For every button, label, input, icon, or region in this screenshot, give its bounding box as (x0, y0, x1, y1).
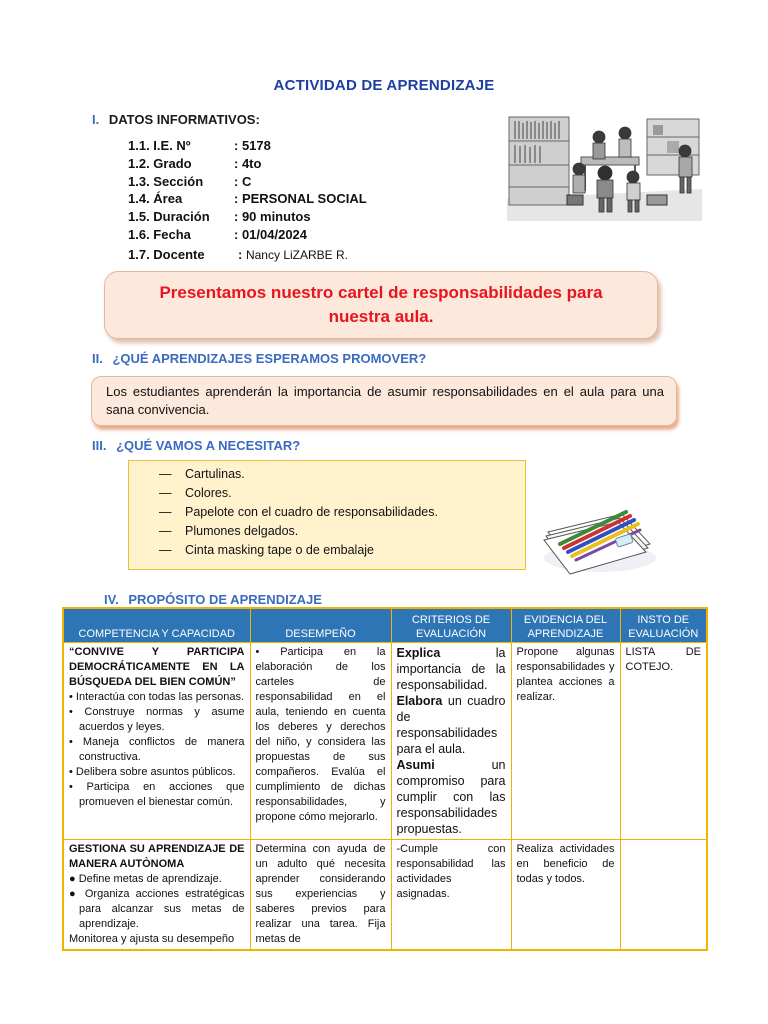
section-2-title: ¿QUÉ APRENDIZAJES ESPERAMOS PROMOVER? (112, 351, 427, 366)
info-row-duracion (128, 209, 311, 224)
info-row-fecha (128, 227, 307, 242)
info-label: 1.1. I.E. Nº (128, 138, 191, 153)
list-item (159, 543, 374, 557)
capacidad-item: • Construye normas y asume acuerdos y leyes. (69, 706, 245, 733)
evidencia-cell: Propone algunas responsabilidades y plantea acciones a realizar. (511, 643, 620, 840)
header-competencia: COMPETENCIA Y CAPACIDAD (63, 608, 250, 643)
table-header-row (63, 608, 707, 643)
section-4-heading (104, 592, 322, 607)
info-label: 1.6. Fecha (128, 227, 191, 242)
session-title: Presentamos nuestro cartel de responsabilidades para nuestra aula. (159, 283, 603, 326)
material-text: Plumones delgados. (185, 524, 299, 538)
section-2-heading (92, 351, 426, 366)
dash-marker: — (159, 524, 172, 538)
header-instrumento: INSTO DE EVALUACIÓN (620, 608, 707, 643)
section-1-title: DATOS INFORMATIVOS: (108, 112, 260, 127)
learning-goal-box (91, 376, 677, 426)
criterio-verb: Elabora (396, 694, 443, 708)
section-4-number: IV. (104, 592, 119, 607)
competencia-title: “CONVIVE Y PARTICIPA DEMOCRÁTICAMENTE EN LA BÚSQUEDA DEL BIEN COMÚN” (69, 646, 245, 688)
section-1-number: I. (92, 112, 100, 127)
table-row (63, 840, 707, 951)
info-value: Nancy LiZARBE R. (245, 248, 348, 262)
info-value: : PERSONAL SOCIAL (234, 191, 367, 206)
criterios-cell (391, 643, 511, 840)
section-2-number: II. (92, 351, 103, 366)
desempeno-cell: • Participa en la elaboración de los carteles de responsabilidad en el aula, teniendo en cuenta los deberes y derechos del niño, y considera las propuestas de sus compañeros. Evalúa el cumplimiento de dichas responsabilidades, y propone cómo mejorarlo. (250, 643, 391, 840)
info-label: 1.5. Duración (128, 209, 210, 224)
list-item (159, 524, 298, 538)
material-text: Colores. (185, 486, 232, 500)
competencia-cell (63, 643, 250, 840)
cell-clip (69, 842, 245, 947)
info-label: 1.2. Grado (128, 156, 192, 171)
section-1-heading (92, 112, 260, 127)
cell-clip: Realiza actividades en beneficio de todas y todos. (516, 843, 615, 885)
info-value: : 5178 (234, 138, 271, 153)
criterio-item (397, 693, 506, 757)
info-value: : 90 minutos (234, 209, 311, 224)
capacidad-item: ● Organiza acciones estratégicas para alcanzar sus metas de aprendizaje. (69, 888, 245, 930)
criterio-text: la importancia de la responsabilidad. (396, 646, 506, 692)
info-label: 1.7. Docente (128, 247, 205, 262)
section-3-heading (92, 438, 300, 453)
header-evidencia: EVIDENCIA DEL APRENDIZAJE (511, 608, 620, 643)
criterio-verb: Explica (396, 646, 441, 660)
criterio-text: un compromiso para cumplir con las responsabilidades propuestas. (396, 758, 506, 836)
criterio-item (397, 645, 506, 693)
cell-clip (626, 842, 702, 947)
section-3-title: ¿QUÉ VAMOS A NECESITAR? (116, 438, 301, 453)
school-supplies-illustration (538, 492, 660, 576)
info-label: 1.4. Área (128, 191, 183, 206)
table-row (63, 643, 707, 840)
instrumento-cell: LISTA DE COTEJO. (620, 643, 707, 840)
competencia-cell (63, 840, 250, 951)
purpose-table (62, 607, 708, 951)
cell-clip: Determina con ayuda de un adulto qué necesita aprender considerando sus experiencias y saberes previos para realizar una tarea. Fija metas de (255, 843, 386, 945)
capacidad-item: • Maneja conflictos de manera constructiva. (69, 736, 245, 763)
info-label: 1.3. Sección (128, 174, 204, 189)
info-row-docente (128, 247, 348, 262)
learning-purpose-table (62, 607, 706, 951)
classroom-illustration (507, 111, 702, 221)
session-title-box (104, 271, 658, 339)
info-value: : 01/04/2024 (234, 227, 308, 242)
info-value: : 4to (234, 156, 262, 171)
dash-marker: — (159, 505, 172, 519)
material-text: Papelote con el cuadro de responsabilidades. (185, 505, 438, 519)
info-row-seccion (128, 174, 251, 189)
materials-list (128, 460, 526, 570)
material-text: Cinta masking tape o de embalaje (185, 543, 375, 557)
instrumento-cell (620, 840, 707, 951)
capacidad-item: • Interactúa con todas las personas. (69, 691, 245, 703)
evidencia-cell (511, 840, 620, 951)
desempeno-cell (250, 840, 391, 951)
criterio-verb: Asumi (396, 758, 435, 772)
info-colon: : (238, 247, 243, 262)
dash-marker: — (159, 486, 172, 500)
info-value: : C (234, 174, 252, 189)
list-item (159, 486, 232, 500)
section-3-number: III. (92, 438, 107, 453)
cell-clip: -Cumple con responsabilidad las actividades asignadas. (396, 843, 506, 900)
list-item (159, 505, 438, 519)
material-text: Cartulinas. (185, 467, 245, 481)
header-desempeno: DESEMPEÑO (250, 608, 391, 643)
section-4-title: PROPÓSITO DE APRENDIZAJE (128, 592, 322, 607)
dash-marker: — (159, 467, 172, 481)
capacidad-item: • Participa en acciones que promueven el bienestar común. (69, 781, 245, 808)
competencia-title: GESTIONA SU APRENDIZAJE DE MANERA AUTÒNOMA (69, 843, 245, 870)
document-title: ACTIVIDAD DE APRENDIZAJE (273, 77, 495, 94)
criterio-item (397, 757, 506, 837)
learning-goal-text: Los estudiantes aprenderán la importancia de asumir responsabilidades en el aula para una sana convivencia. (106, 384, 664, 417)
criterios-cell (391, 840, 511, 951)
capacidad-item: • Delibera sobre asuntos públicos. (69, 766, 236, 778)
info-row-area (128, 191, 367, 206)
list-item (159, 467, 245, 481)
header-criterios: CRITERIOS DE EVALUACIÓN (391, 608, 511, 643)
dash-marker: — (159, 543, 172, 557)
info-row-ie (128, 138, 271, 153)
criterio-text: un cuadro de responsabilidades para el aula. (396, 694, 506, 756)
capacidad-item: ● Define metas de aprendizaje. (69, 873, 222, 885)
capacidad-item: Monitorea y ajusta su desempeño (69, 933, 235, 945)
info-row-grado (128, 156, 261, 171)
